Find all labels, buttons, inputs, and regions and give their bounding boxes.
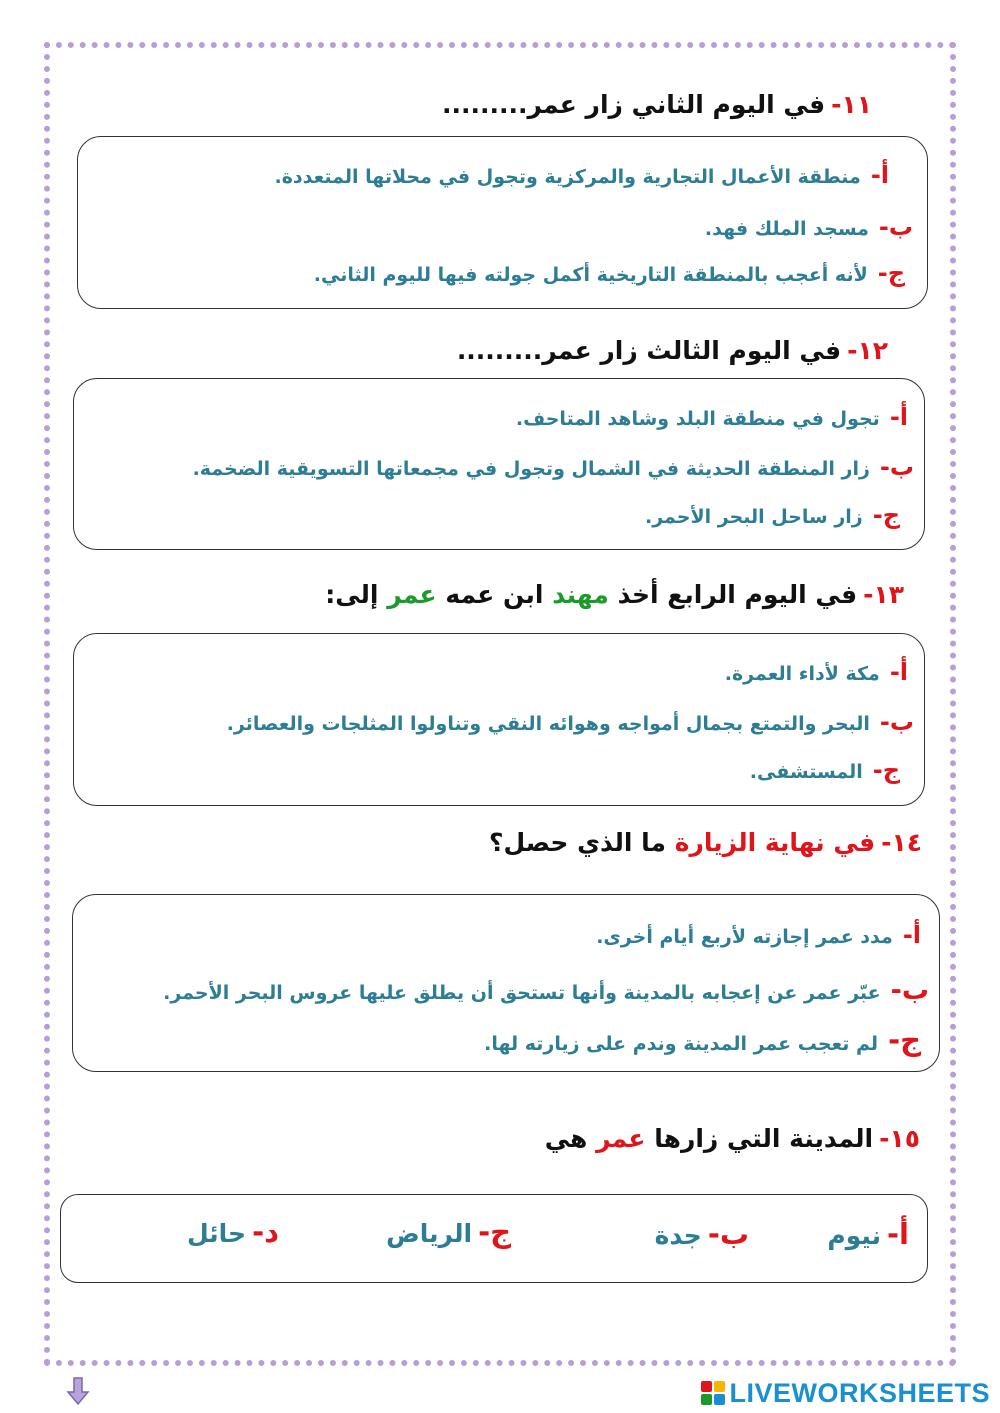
option-text: نيوم xyxy=(827,1221,882,1250)
option-text: المستشفى. xyxy=(749,761,863,783)
down-arrow-icon[interactable] xyxy=(66,1376,90,1406)
question-11 xyxy=(442,90,872,119)
question-number: ١٢- xyxy=(847,336,888,365)
option-b[interactable] xyxy=(655,1217,749,1251)
option-a[interactable] xyxy=(275,161,890,189)
options-box-11 xyxy=(77,136,928,309)
option-text: تجول في منطقة البلد وشاهد المتاحف. xyxy=(515,408,880,430)
option-letter: ج- xyxy=(872,501,900,529)
option-a[interactable] xyxy=(827,1217,909,1251)
options-box-13 xyxy=(73,633,925,806)
option-letter: ج- xyxy=(888,1023,921,1057)
question-12 xyxy=(457,336,888,365)
option-text: لأنه أعجب بالمنطقة التاريخية أكمل جولته فيها لليوم الثاني. xyxy=(313,264,868,286)
option-letter: ج- xyxy=(478,1215,511,1249)
option-text: مسجد الملك فهد. xyxy=(704,218,869,240)
name-muhannad: مهند xyxy=(552,580,609,609)
option-d[interactable] xyxy=(187,1215,279,1249)
question-text-2: هي xyxy=(544,1124,588,1153)
option-letter: أ- xyxy=(889,403,908,431)
logo-mark-icon xyxy=(701,1381,725,1405)
question-text: في اليوم الثالث زار عمر......... xyxy=(456,336,842,365)
name-omar: عمر xyxy=(596,1124,646,1153)
option-letter: د- xyxy=(252,1215,279,1249)
option-letter: ب- xyxy=(879,453,914,481)
question-15 xyxy=(545,1124,920,1153)
option-text: مدد عمر إجازته لأربع أيام أخرى. xyxy=(596,926,893,948)
options-box-14 xyxy=(72,894,940,1072)
option-text: زار ساحل البحر الأحمر. xyxy=(644,506,863,528)
question-number: ١١- xyxy=(831,90,872,119)
question-text-1: المدينة التي زارها xyxy=(654,1124,874,1153)
option-b[interactable] xyxy=(193,453,914,481)
option-c[interactable] xyxy=(750,756,900,784)
option-text: الرياض xyxy=(386,1219,473,1248)
option-c[interactable] xyxy=(484,1023,921,1057)
name-omar: عمر xyxy=(387,580,437,609)
option-letter: ب- xyxy=(707,1217,749,1251)
option-letter: أ- xyxy=(889,658,908,686)
option-text: زار المنطقة الحديثة في الشمال وتجول في مجمعاتها التسويقية الضخمة. xyxy=(192,458,870,480)
question-13 xyxy=(325,580,904,609)
option-c[interactable] xyxy=(645,501,900,529)
option-text: حائل xyxy=(186,1219,247,1248)
question-text: في اليوم الثاني زار عمر......... xyxy=(441,90,826,119)
option-letter: ب- xyxy=(878,213,913,241)
question-text-1: في نهاية الزيارة xyxy=(674,828,876,857)
logo-text: LIVEWORKSHEETS xyxy=(729,1377,990,1408)
question-number: ١٥- xyxy=(879,1124,920,1153)
liveworksheets-logo[interactable] xyxy=(701,1377,990,1409)
question-text-3: إلى: xyxy=(325,580,379,609)
option-text: لم تعجب عمر المدينة وندم على زيارته لها. xyxy=(484,1033,879,1055)
option-letter: أ- xyxy=(870,161,889,189)
options-box-15 xyxy=(60,1194,928,1283)
options-box-12 xyxy=(73,378,925,550)
question-number: ١٣- xyxy=(863,580,904,609)
option-b[interactable] xyxy=(705,213,913,241)
option-a[interactable] xyxy=(725,658,908,686)
question-text-1: في اليوم الرابع أخذ xyxy=(617,580,858,609)
option-letter: ب- xyxy=(890,975,929,1006)
option-text: عبّر عمر عن إعجابه بالمدينة وأنها تستحق أن يطلق عليها عروس البحر الأحمر. xyxy=(163,982,881,1004)
option-letter: ج- xyxy=(872,756,900,784)
option-a[interactable] xyxy=(516,403,908,431)
option-letter: ب- xyxy=(879,708,914,736)
option-b[interactable] xyxy=(163,975,929,1006)
option-b[interactable] xyxy=(227,708,914,736)
question-text-2: ابن عمه xyxy=(445,580,544,609)
option-text: البحر والتمتع بجمال أمواجه وهوائه النقي وتناولوا المثلجات والعصائر. xyxy=(226,713,870,735)
option-a[interactable] xyxy=(596,921,921,949)
option-letter: ج- xyxy=(877,259,905,287)
question-number: ١٤- xyxy=(881,828,922,857)
option-c[interactable] xyxy=(386,1215,511,1249)
question-14 xyxy=(489,828,922,857)
option-c[interactable] xyxy=(314,259,905,287)
option-text: منطقة الأعمال التجارية والمركزية وتجول في محلاتها المتعددة. xyxy=(274,166,861,188)
question-text-2: ما الذي حصل؟ xyxy=(488,828,667,857)
option-text: مكة لأداء العمرة. xyxy=(724,663,880,685)
option-letter: أ- xyxy=(902,921,921,949)
option-text: جدة xyxy=(654,1221,702,1250)
option-letter: أ- xyxy=(887,1217,909,1251)
